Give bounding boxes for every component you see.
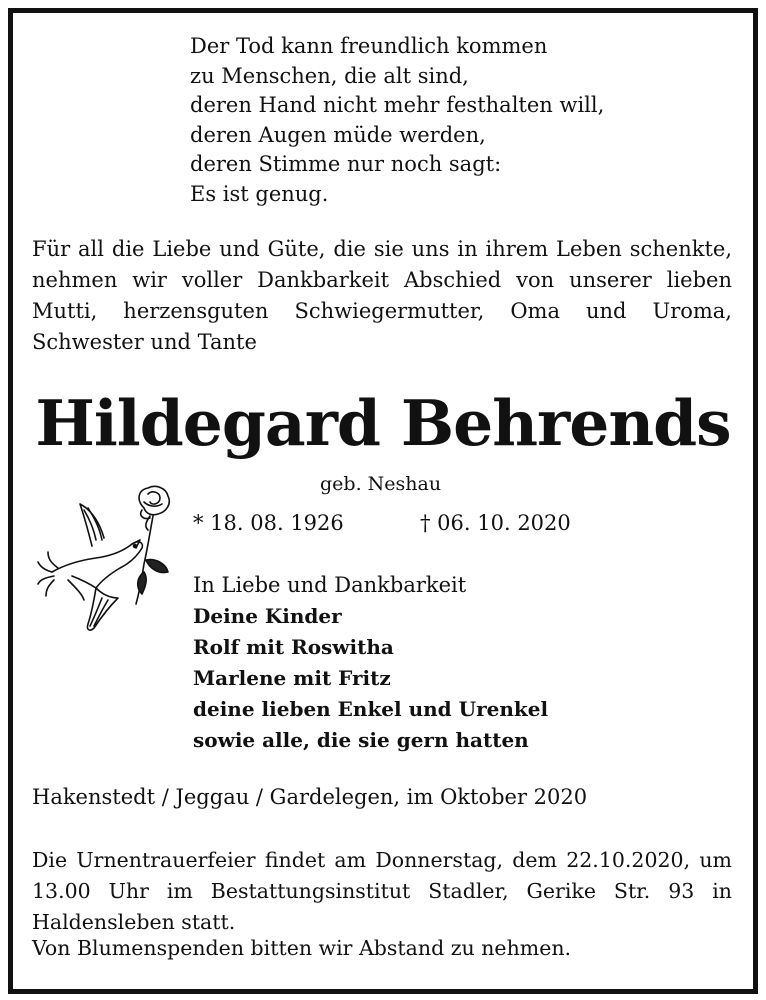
death-date: † 06. 10. 2020 (420, 511, 571, 535)
birth-date: * 18. 08. 1926 (193, 511, 344, 535)
deceased-name: Hildegard Behrends (35, 386, 731, 460)
poem-line: Der Tod kann freundlich kommen (190, 34, 548, 58)
mourner-line: Rolf mit Roswitha (193, 635, 394, 659)
mourners-block (193, 570, 548, 756)
mourner-line: deine lieben Enkel und Urenkel (193, 697, 549, 721)
poem (190, 32, 604, 209)
dove-with-rose-icon (32, 480, 182, 650)
mourner-line: Deine Kinder (193, 604, 342, 628)
poem-line: Es ist genug. (190, 181, 329, 206)
funeral-notice: Die Urnentrauerfeier findet am Donnerstag, dem 22.10.2020, um 13.00 Uhr im Bestattungsinstitut Stadler, Gerike Str. 93 in Haldensleben statt. (32, 848, 732, 934)
poem-line: deren Stimme nur noch sagt: (190, 152, 502, 176)
mourner-line: Marlene mit Fritz (193, 666, 391, 690)
maiden-name: geb. Neshau (320, 473, 442, 495)
poem-line: deren Hand nicht mehr festhalten will, (190, 93, 605, 117)
intro-text: Für all die Liebe und Güte, die sie uns in ihrem Leben schenkte, nehmen wir voller Dankbarkeit Abschied von unserer lieben Mutti, herzensguten Schwiegermutter, Oma und Uroma, Schwester und Tante (32, 237, 732, 354)
poem-line: deren Augen müde werden, (190, 122, 486, 147)
flowers-note: Von Blumenspenden bitten wir Abstand zu nehmen. (32, 936, 572, 960)
poem-line: zu Menschen, die alt sind, (190, 63, 469, 88)
mourners-intro: In Liebe und Dankbarkeit (193, 573, 467, 597)
place-date: Hakenstedt / Jeggau / Gardelegen, im Oktober 2020 (32, 785, 588, 809)
mourner-line: sowie alle, die sie gern hatten (193, 728, 529, 752)
